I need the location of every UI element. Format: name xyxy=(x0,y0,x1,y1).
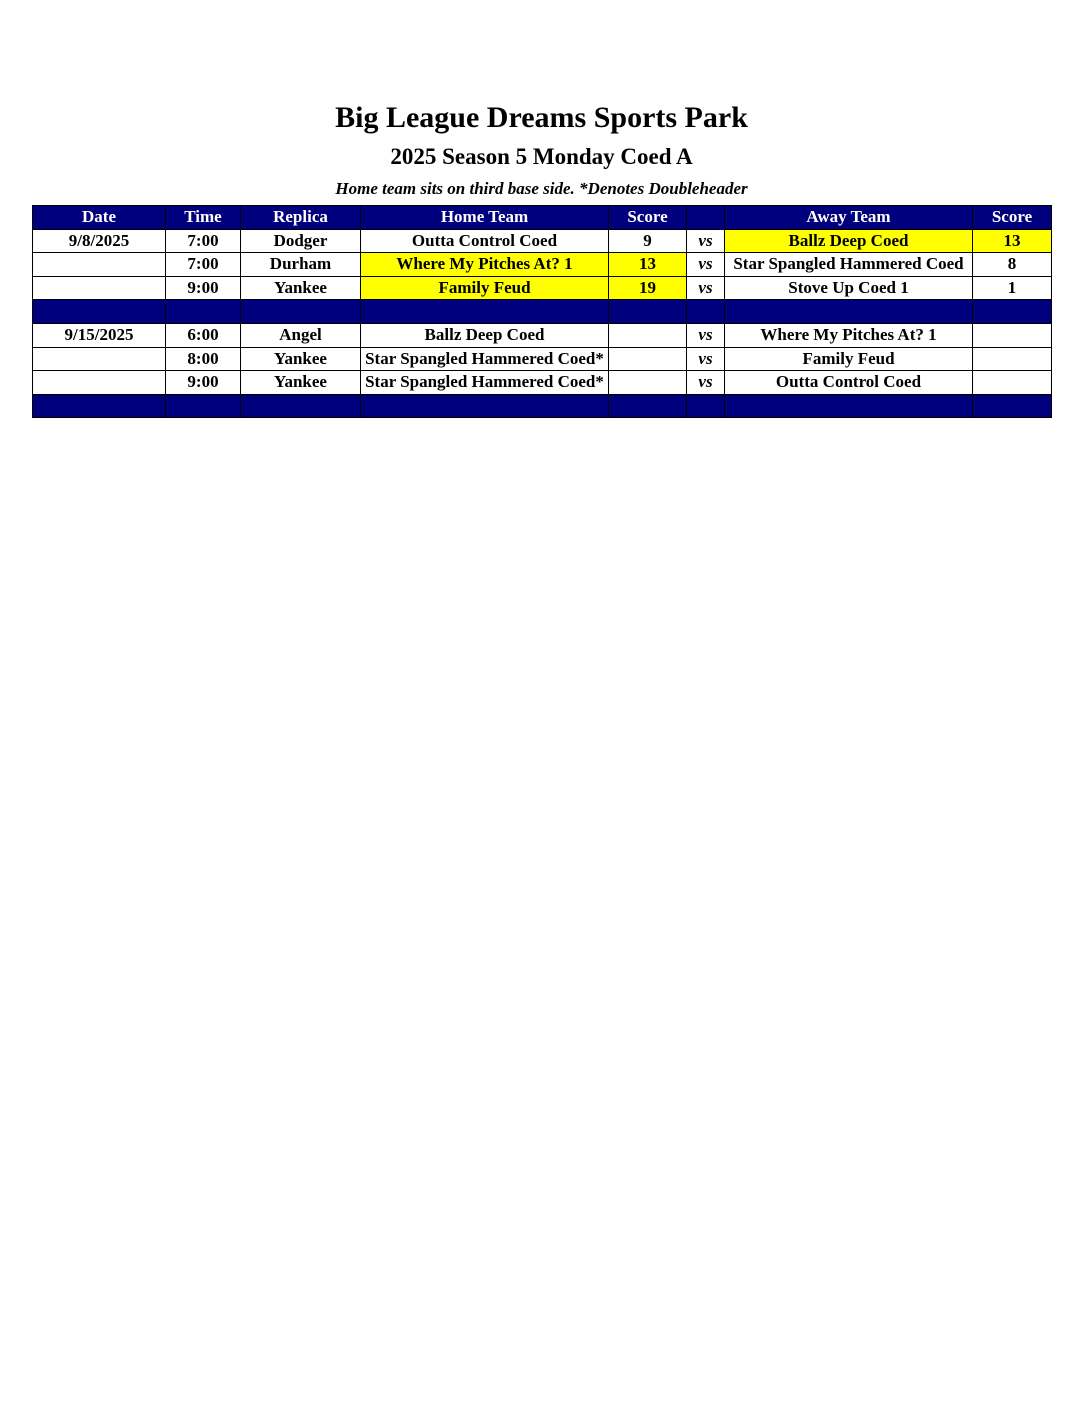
game-row xyxy=(33,323,1052,347)
cell-home-team: Star Spangled Hammered Coed* xyxy=(361,371,609,395)
cell-vs: vs xyxy=(687,276,725,300)
page-note: Home team sits on third base side. *Denotes Doubleheader xyxy=(335,179,748,198)
cell-home-team: Family Feud xyxy=(361,276,609,300)
cell-away-team: Stove Up Coed 1 xyxy=(725,276,973,300)
cell-away-score xyxy=(973,347,1052,371)
page-subtitle: 2025 Season 5 Monday Coed A xyxy=(390,144,693,169)
col-header-time: Time xyxy=(166,206,241,230)
cell-away-score: 1 xyxy=(973,276,1052,300)
cell-away-score: 13 xyxy=(973,229,1052,253)
cell-date xyxy=(33,371,166,395)
cell-away-score xyxy=(973,323,1052,347)
cell-date: 9/8/2025 xyxy=(33,229,166,253)
cell-away-score xyxy=(973,371,1052,395)
cell-date xyxy=(33,253,166,277)
cell-home-score: 9 xyxy=(609,229,687,253)
cell-vs: vs xyxy=(687,371,725,395)
header-row xyxy=(33,206,1052,230)
cell-replica: Dodger xyxy=(241,229,361,253)
cell-home-team: Where My Pitches At? 1 xyxy=(361,253,609,277)
cell-vs: vs xyxy=(687,253,725,277)
cell-home-score xyxy=(609,371,687,395)
game-row xyxy=(33,253,1052,277)
cell-time: 9:00 xyxy=(166,276,241,300)
cell-time: 7:00 xyxy=(166,253,241,277)
cell-vs: vs xyxy=(687,347,725,371)
week-separator-row xyxy=(33,300,1052,324)
cell-date xyxy=(33,347,166,371)
week-separator-row xyxy=(33,394,1052,418)
cell-home-score: 19 xyxy=(609,276,687,300)
col-header-vs xyxy=(687,206,725,230)
cell-away-team: Outta Control Coed xyxy=(725,371,973,395)
schedule-table xyxy=(32,205,1052,418)
cell-replica: Yankee xyxy=(241,347,361,371)
col-header-away-score: Score xyxy=(973,206,1052,230)
cell-home-team: Outta Control Coed xyxy=(361,229,609,253)
cell-away-team: Family Feud xyxy=(725,347,973,371)
cell-vs: vs xyxy=(687,323,725,347)
cell-home-score xyxy=(609,347,687,371)
cell-time: 7:00 xyxy=(166,229,241,253)
col-header-home-score: Score xyxy=(609,206,687,230)
cell-home-team: Ballz Deep Coed xyxy=(361,323,609,347)
col-header-replica: Replica xyxy=(241,206,361,230)
col-header-home-team: Home Team xyxy=(361,206,609,230)
cell-home-score: 13 xyxy=(609,253,687,277)
game-row xyxy=(33,347,1052,371)
cell-away-team: Ballz Deep Coed xyxy=(725,229,973,253)
game-row xyxy=(33,276,1052,300)
game-row xyxy=(33,229,1052,253)
game-row xyxy=(33,371,1052,395)
cell-time: 6:00 xyxy=(166,323,241,347)
cell-home-team: Star Spangled Hammered Coed* xyxy=(361,347,609,371)
cell-time: 8:00 xyxy=(166,347,241,371)
cell-replica: Angel xyxy=(241,323,361,347)
col-header-date: Date xyxy=(33,206,166,230)
cell-time: 9:00 xyxy=(166,371,241,395)
page-title: Big League Dreams Sports Park xyxy=(335,101,748,134)
cell-vs: vs xyxy=(687,229,725,253)
col-header-away-team: Away Team xyxy=(725,206,973,230)
cell-away-team: Star Spangled Hammered Coed xyxy=(725,253,973,277)
cell-replica: Yankee xyxy=(241,371,361,395)
cell-away-score: 8 xyxy=(973,253,1052,277)
cell-date xyxy=(33,276,166,300)
cell-date: 9/15/2025 xyxy=(33,323,166,347)
cell-away-team: Where My Pitches At? 1 xyxy=(725,323,973,347)
cell-replica: Durham xyxy=(241,253,361,277)
cell-replica: Yankee xyxy=(241,276,361,300)
cell-home-score xyxy=(609,323,687,347)
